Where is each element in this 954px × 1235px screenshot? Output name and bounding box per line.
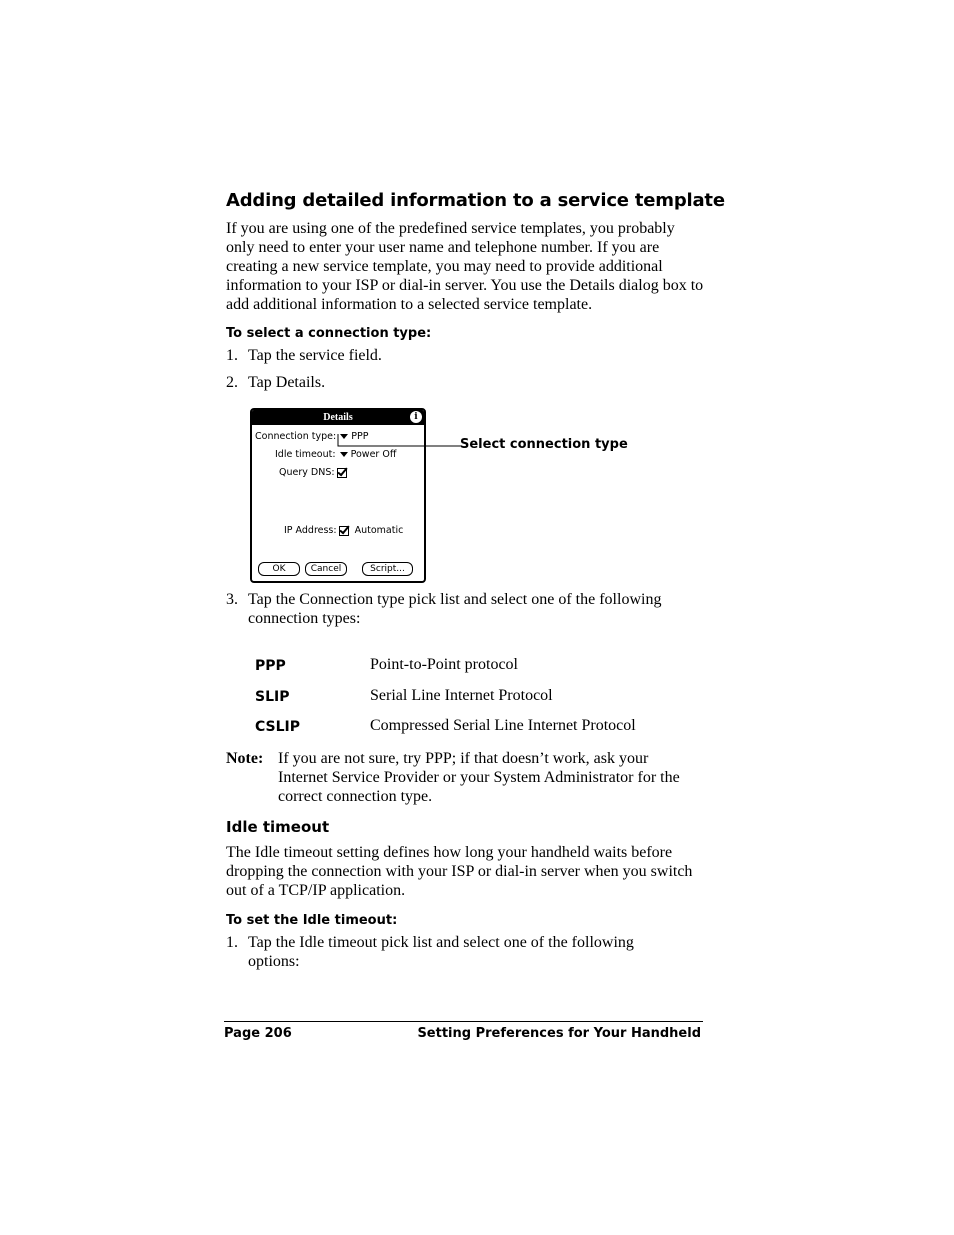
type-term: SLIP <box>255 689 290 705</box>
note-label: Note: <box>226 750 264 767</box>
idle-timeout-subhead: To set the Idle timeout: <box>226 913 398 928</box>
step-text: Tap Details. <box>248 374 326 391</box>
step-text: Tap the Connection type pick list and select one of the following connection types: <box>248 591 662 627</box>
info-icon[interactable]: i <box>410 411 422 423</box>
step-number: 1. <box>226 934 238 951</box>
type-description: Point-to-Point protocol <box>370 656 518 673</box>
ip-address-label: IP Address: <box>284 525 337 536</box>
type-term: CSLIP <box>255 719 301 735</box>
ip-address-checkbox[interactable] <box>339 526 349 536</box>
note-block <box>226 749 706 809</box>
pick-list-arrow-icon[interactable] <box>340 452 348 457</box>
type-term: PPP <box>255 658 286 674</box>
step-text: Tap the service field. <box>248 347 382 364</box>
idle-timeout-paragraph: The Idle timeout setting defines how long your handheld waits before dropping the connection with your ISP or dial-in server when you switch out of a TCP/IP application. <box>226 844 693 899</box>
page-number: Page 206 <box>224 1026 292 1041</box>
cancel-button[interactable]: Cancel <box>305 562 347 576</box>
step-number: 3. <box>226 591 238 608</box>
callout-line <box>330 428 465 450</box>
step-number: 1. <box>226 347 238 364</box>
dialog-title: Details <box>323 412 353 423</box>
idle-timeout-label: Idle timeout: <box>275 449 336 460</box>
ok-button[interactable]: OK <box>258 562 300 576</box>
connection-type-label: Connection type: <box>255 431 337 442</box>
chapter-title: Setting Preferences for Your Handheld <box>417 1026 701 1041</box>
ip-address-value: Automatic <box>354 525 404 536</box>
step-number: 2. <box>226 374 238 391</box>
step-2 <box>226 373 706 393</box>
step-1 <box>226 346 706 366</box>
idle-timeout-row <box>275 449 396 460</box>
idle-step-1 <box>226 933 706 973</box>
intro-paragraph: If you are using one of the predefined service templates, you probably only need to enter your user name and telephone number. If you are creating a new service template, you may need to provide additional information to your ISP or dial-in server. You use the Details dialog box to add additional information to a selected service template. <box>226 220 704 313</box>
page-heading: Adding detailed information to a service template <box>226 190 725 211</box>
query-dns-row <box>279 467 347 478</box>
type-description: Serial Line Internet Protocol <box>370 687 553 704</box>
query-dns-label: Query DNS: <box>279 467 335 478</box>
callout-label: Select connection type <box>460 437 628 452</box>
script-button[interactable]: Script... <box>362 562 413 576</box>
step-text: Tap the Idle timeout pick list and select one of the following options: <box>248 934 634 970</box>
type-row-cslip <box>226 717 706 737</box>
idle-timeout-heading: Idle timeout <box>226 818 330 836</box>
note-text: If you are not sure, try PPP; if that doesn’t work, ask your Internet Service Provider or your System Administrator for the correct connection type. <box>278 750 680 805</box>
type-description: Compressed Serial Line Internet Protocol <box>370 717 636 734</box>
ip-address-row <box>284 525 403 536</box>
type-row-ppp <box>226 656 706 676</box>
query-dns-checkbox[interactable] <box>337 468 347 478</box>
dialog-title-bar <box>252 410 424 425</box>
type-row-slip <box>226 687 706 707</box>
connection-type-subhead: To select a connection type: <box>226 326 432 341</box>
footer-rule <box>224 1021 703 1022</box>
step-3 <box>226 590 706 630</box>
idle-timeout-picker[interactable]: Power Off <box>350 449 397 460</box>
connection-type-picker[interactable]: PPP <box>351 431 369 442</box>
